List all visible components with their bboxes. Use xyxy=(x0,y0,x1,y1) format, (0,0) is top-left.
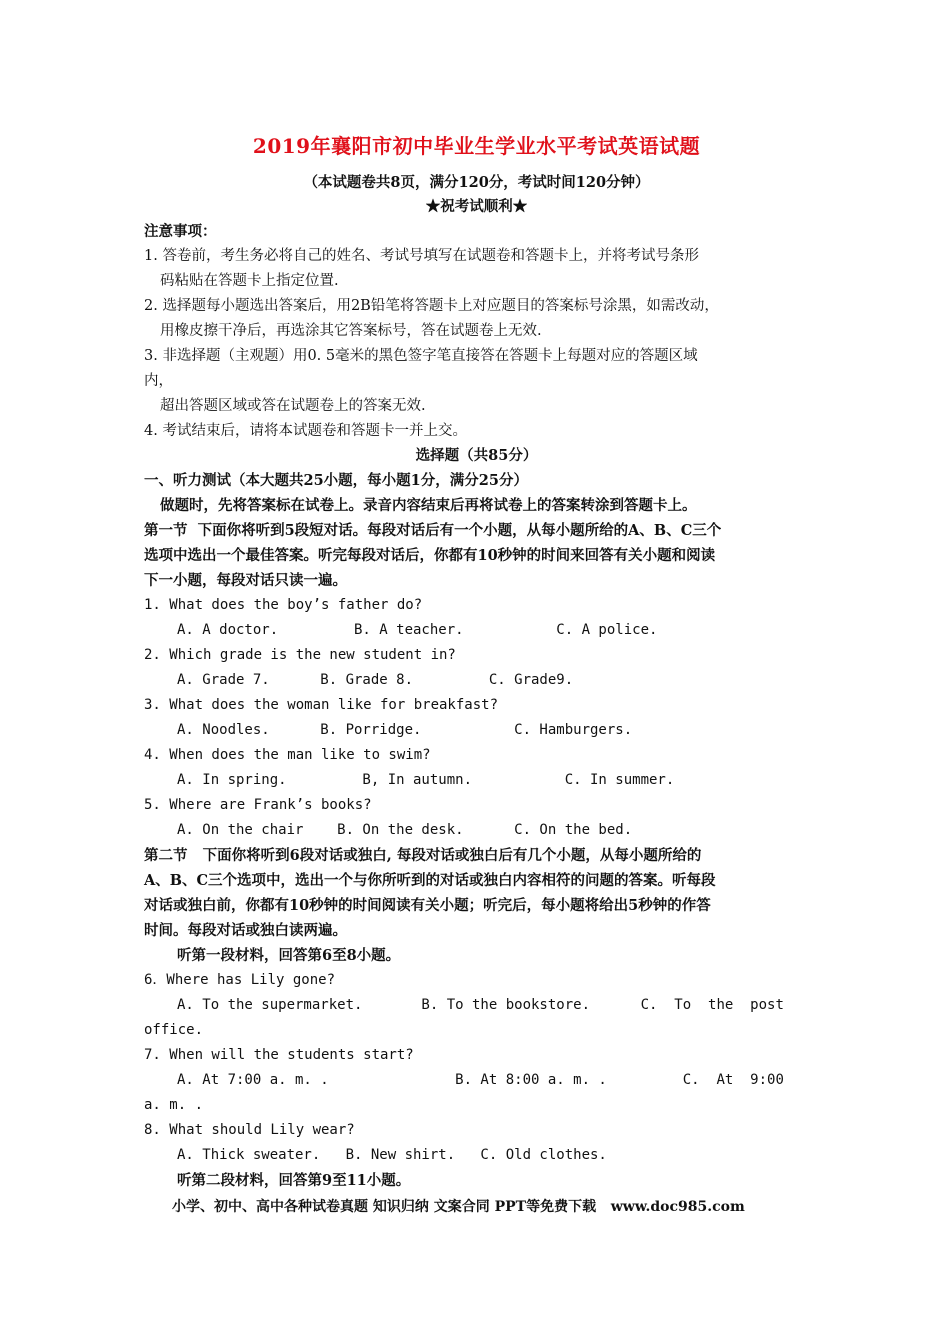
options-wrap: office. xyxy=(144,1022,204,1038)
part-heading: 一、听力测试（本大题共25小题，每小题1分，满分25分） xyxy=(144,472,528,489)
question: 2. Which grade is the new student in? xyxy=(144,647,456,663)
exam-title: 2019年襄阳市初中毕业生学业水平考试英语试题 xyxy=(252,134,701,158)
options: A. Grade 7. B. Grade 8. C. Grade9. xyxy=(177,672,574,688)
notice-heading: 注意事项： xyxy=(144,223,217,240)
question: 1. What does the boy’s father do? xyxy=(144,597,423,613)
notice-item: 码粘贴在答题卡上指定位置. xyxy=(160,273,339,289)
options: A. In spring. B, In autumn. C. In summer. xyxy=(177,772,675,788)
section1-text: 第一节 下面你将听到5段短对话。每段对话后有一个小题，从每小题所给的A、B、C三个 xyxy=(144,522,722,539)
section2-text: A、B、C三个选项中，选出一个与你所听到的对话或独白内容相符的问题的答案。听每段 xyxy=(144,872,716,889)
options: A. To the supermarket. B. To the bookstore. C. To the post xyxy=(177,997,784,1013)
notice-item: 4. 考试结束后，请将本试题卷和答题卡一并上交。 xyxy=(144,423,467,439)
section2-text: 时间。每段对话或独白读两遍。 xyxy=(144,922,347,939)
question: 5. Where are Frank’s books? xyxy=(144,797,372,813)
notice-item: 内， xyxy=(144,373,173,389)
notice-item: 用橡皮擦干净后，再选涂其它答案标号，答在试题卷上无效. xyxy=(160,323,542,339)
question: 8. What should Lily wear? xyxy=(144,1122,355,1138)
section-heading: 选择题（共85分） xyxy=(415,447,538,464)
section2-text: 对话或独白前，你都有10秒钟的时间阅读有关小题；听完后，每小题将给出5秒钟的作答 xyxy=(144,897,711,914)
part-instruction: 做题时，先将答案标在试卷上。录音内容结束后再将试卷上的答案转涂到答题卡上。 xyxy=(160,497,697,514)
page-footer: 小学、初中、高中各种试卷真题 知识归纳 文案合同 PPT等免费下载 www.doc985.com xyxy=(172,1199,745,1215)
material-heading: 听第二段材料，回答第9至11小题。 xyxy=(177,1172,411,1189)
options-wrap: a. m. . xyxy=(144,1097,204,1113)
section2-text: 第二节 下面你将听到6段对话或独白, 每段对话或独白后有几个小题，从每小题所给的 xyxy=(144,847,702,864)
exam-subtitle: （本试题卷共8页，满分120分，考试时间120分钟） xyxy=(303,174,650,191)
notice-item: 1. 答卷前，考生务必将自己的姓名、考试号填写在试题卷和答题卡上，并将考试号条形 xyxy=(144,248,699,264)
options: A. Thick sweater. B. New shirt. C. Old clothes. xyxy=(177,1147,607,1163)
notice-item: 3. 非选择题（主观题）用0. 5毫米的黑色签字笔直接答在答题卡上每题对应的答题区域 xyxy=(144,348,698,364)
options: A. A doctor. B. A teacher. C. A police. xyxy=(177,622,658,638)
question: 6．Where has Lily gone? xyxy=(144,972,336,988)
material-heading: 听第一段材料，回答第6至8小题。 xyxy=(177,947,401,964)
section1-text: 选项中选出一个最佳答案。听完每段对话后，你都有10秒钟的时间来回答有关小题和阅读 xyxy=(144,547,716,564)
notice-item: 2. 选择题每小题选出答案后，用2B铅笔将答题卡上对应题目的答案标号涂黑，如需改动， xyxy=(144,298,719,314)
question: 7. When will the students start? xyxy=(144,1047,414,1063)
options: A. At 7:00 a. m. . B. At 8:00 a. m. . C. At 9:00 xyxy=(177,1072,784,1088)
blessing-line: ★祝考试顺利★ xyxy=(425,198,528,215)
notice-item: 超出答题区域或答在试题卷上的答案无效. xyxy=(160,398,426,414)
section1-text: 下一小题，每段对话只读一遍。 xyxy=(144,572,347,589)
options: A. On the chair B. On the desk. C. On the bed. xyxy=(177,822,633,838)
question: 3. What does the woman like for breakfast? xyxy=(144,697,499,713)
options: A. Noodles. B. Porridge. C. Hamburgers. xyxy=(177,722,633,738)
exam-page xyxy=(144,120,809,1193)
question: 4. When does the man like to swim? xyxy=(144,747,431,763)
